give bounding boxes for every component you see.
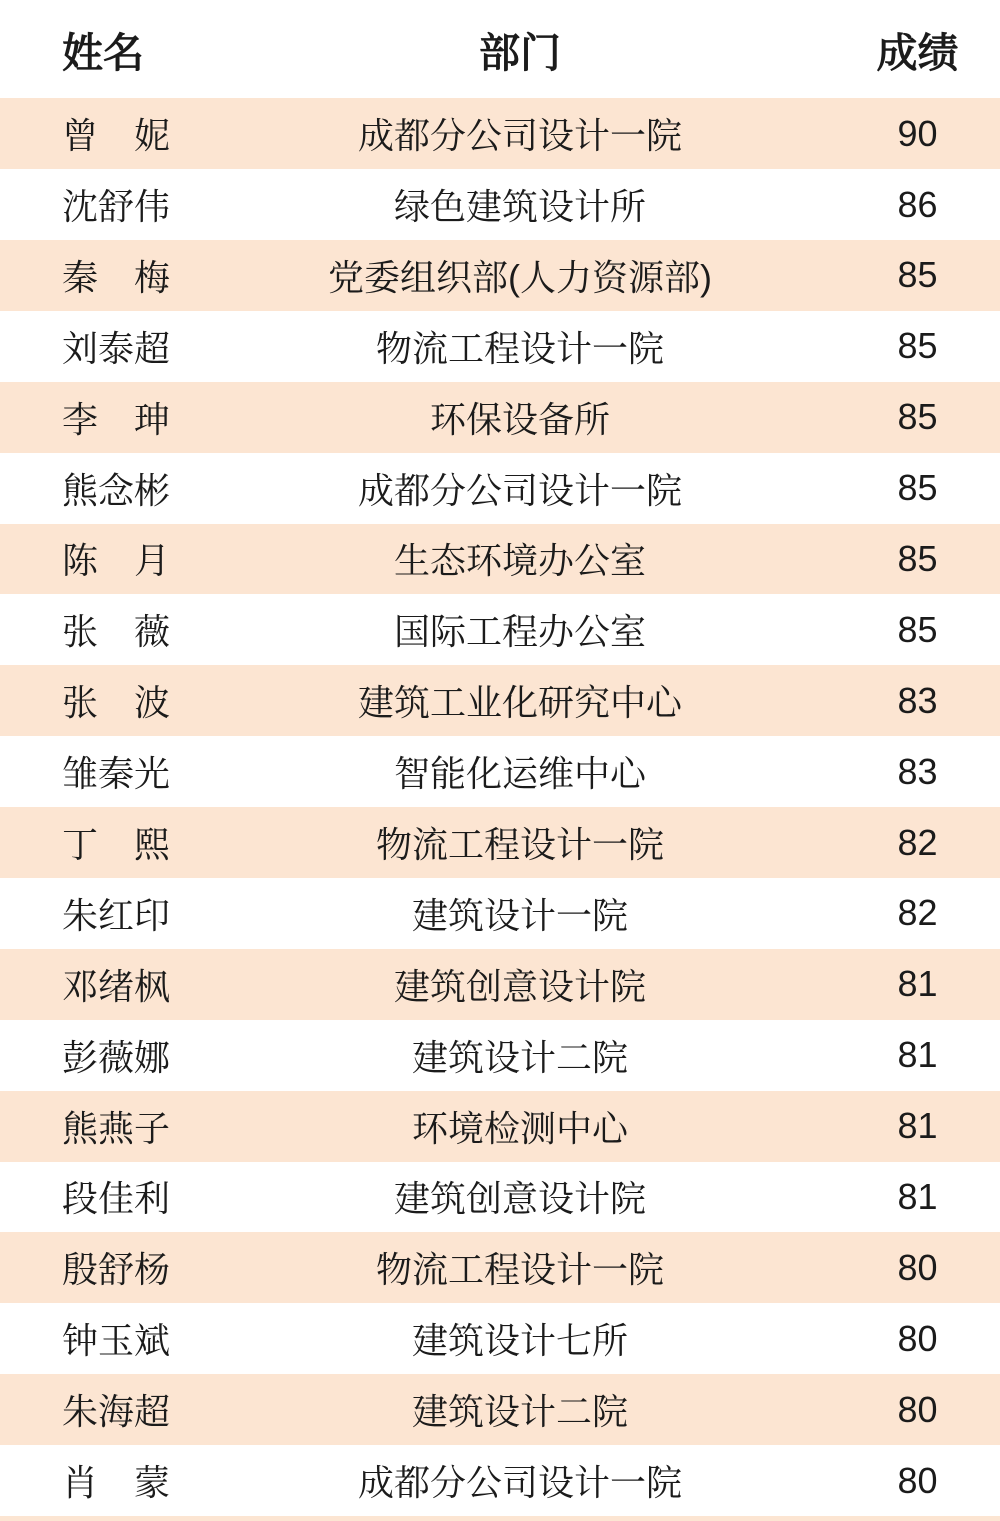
- employee-name: 陈 月: [62, 540, 171, 582]
- table-row: [0, 1303, 1000, 1374]
- table-row: [0, 1020, 1000, 1091]
- table-header-row: [0, 0, 1000, 98]
- employee-name: 朱红印: [62, 894, 171, 936]
- employee-name: 彭薇娜: [62, 1036, 171, 1078]
- table-row: [0, 1162, 1000, 1233]
- score-value: 81: [897, 1034, 938, 1076]
- employee-name: 张 薇: [62, 611, 171, 653]
- table-row: [0, 1445, 1000, 1516]
- table-row: [0, 169, 1000, 240]
- score-value: 82: [897, 821, 938, 863]
- employee-name: 刘泰超: [62, 327, 171, 369]
- department-name: 建筑创意设计院: [393, 965, 646, 1007]
- department-name: 环保设备所: [429, 398, 610, 440]
- employee-name: 熊念彬: [62, 469, 171, 511]
- table-row: [0, 382, 1000, 453]
- table-row: [0, 1374, 1000, 1445]
- employee-name: 秦 梅: [62, 256, 171, 298]
- employee-name: 殷舒杨: [62, 1249, 171, 1291]
- employee-name: 邓绪枫: [62, 965, 171, 1007]
- score-value: 85: [897, 325, 938, 367]
- score-value: 85: [897, 396, 938, 438]
- score-value: 82: [897, 892, 938, 934]
- employee-name: 李 珅: [62, 398, 171, 440]
- employee-name: 张 波: [62, 682, 171, 724]
- table-row: [0, 98, 1000, 169]
- employee-name: 肖 蒙: [62, 1462, 171, 1504]
- score-value: 86: [897, 183, 938, 225]
- department-name: 成都分公司设计一院: [357, 469, 682, 511]
- department-name: 物流工程设计一院: [375, 1249, 664, 1291]
- department-name: 成都分公司设计一院: [357, 1462, 682, 1504]
- table-row: [0, 807, 1000, 878]
- department-name: 物流工程设计一院: [375, 824, 664, 866]
- employee-name: 沈舒伟: [62, 186, 171, 228]
- score-value: 81: [897, 1175, 938, 1217]
- department-name: 建筑设计二院: [411, 1391, 628, 1433]
- department-name: 智能化运维中心: [393, 753, 646, 795]
- department-name: 建筑工业化研究中心: [357, 682, 682, 724]
- header-score: 成绩: [876, 29, 959, 76]
- score-value: 80: [897, 1317, 938, 1359]
- score-value: 90: [897, 112, 938, 154]
- score-value: 85: [897, 254, 938, 296]
- employee-name: 丁 熙: [62, 824, 171, 866]
- table-row: [0, 594, 1000, 665]
- department-name: 建筑设计七所: [411, 1320, 628, 1362]
- employee-name: 钟玉斌: [62, 1320, 171, 1362]
- table-body: [0, 98, 1000, 1516]
- department-name: 物流工程设计一院: [375, 327, 664, 369]
- table-row: [0, 1232, 1000, 1303]
- employee-name: 朱海超: [62, 1391, 171, 1433]
- department-name: 党委组织部(人力资源部): [328, 256, 712, 298]
- employee-name: 雏秦光: [62, 753, 171, 795]
- department-name: 环境检测中心: [411, 1107, 628, 1149]
- score-value: 80: [897, 1246, 938, 1288]
- employee-name: 熊燕子: [62, 1107, 171, 1149]
- table-row: [0, 240, 1000, 311]
- department-name: 国际工程办公室: [393, 611, 646, 653]
- score-value: 83: [897, 679, 938, 721]
- table-row: [0, 453, 1000, 524]
- score-value: 80: [897, 1388, 938, 1430]
- employee-name: 曾 妮: [62, 115, 171, 157]
- header-dept: 部门: [479, 29, 561, 76]
- table-row: [0, 878, 1000, 949]
- department-name: 生态环境办公室: [393, 540, 646, 582]
- score-value: 85: [897, 467, 938, 509]
- score-value: 83: [897, 750, 938, 792]
- table-row: [0, 311, 1000, 382]
- department-name: 绿色建筑设计所: [393, 186, 646, 228]
- score-value: 85: [897, 537, 938, 579]
- department-name: 建筑设计一院: [411, 894, 628, 936]
- department-name: 建筑创意设计院: [393, 1178, 646, 1220]
- table-row: [0, 524, 1000, 595]
- score-value: 81: [897, 1105, 938, 1147]
- employee-name: 段佳利: [62, 1178, 171, 1220]
- next-row-sliver: [0, 1516, 1000, 1521]
- score-value: 85: [897, 608, 938, 650]
- table-row: [0, 1091, 1000, 1162]
- table-row: [0, 949, 1000, 1020]
- department-name: 建筑设计二院: [411, 1036, 628, 1078]
- table-row: [0, 736, 1000, 807]
- table-row: [0, 665, 1000, 736]
- department-name: 成都分公司设计一院: [357, 115, 682, 157]
- header-name: 姓名: [62, 29, 144, 76]
- score-value: 80: [897, 1459, 938, 1501]
- score-value: 81: [897, 963, 938, 1005]
